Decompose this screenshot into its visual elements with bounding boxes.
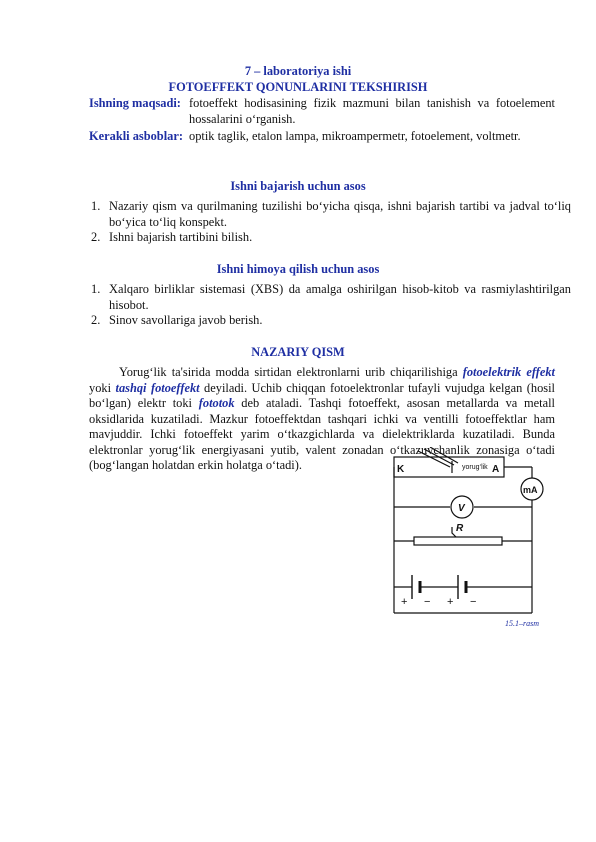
voltmeter-label: V: [458, 503, 465, 514]
goal-text: fotoeffekt hodisasining fizik mazmuni bilan tanishish va fotoelement hossalarini o‘rganish.: [189, 96, 555, 126]
list-item: 2. Ishni bajarish tartibini bilish.: [91, 230, 253, 244]
light-ray-1: [418, 451, 450, 467]
goal-label: Ishning maqsadi:: [89, 96, 181, 110]
equipment-label: Kerakli asboblar:: [89, 129, 183, 143]
battery2-plus: +: [447, 596, 454, 608]
lab-number-title: 7 – laboratoriya ishi: [244, 64, 352, 78]
list-item: 1. Xalqaro birliklar sistemasi (XBS) da amalga oshirilgan hisob-kitob va rasmiylashtirilgan hisobot.: [91, 282, 571, 312]
list-item: 1. Nazariy qism va qurilmaning tuzilishi bo‘yicha qisqa, ishni bajarish tartibi va jadval to‘liq bo‘yica to‘liq konspekt.: [91, 199, 571, 229]
light-label: yorug‘lik: [462, 464, 488, 471]
equipment-block: [89, 129, 555, 145]
defense-list: [89, 282, 571, 329]
battery1-minus: −: [424, 596, 431, 608]
resistor-body: [414, 537, 502, 545]
basis-heading: Ishni bajarish uchun asos: [230, 179, 366, 193]
resistor-label: R: [456, 523, 464, 534]
goal-block: [89, 96, 555, 127]
theory-paragraph-1-top: Yorug‘lik ta'sirida modda sirtidan elektronlarni urib chiqarilishiga fotoelektrik effekt yoki tashqi fotoeffekt deyiladi. Uchib chiqqan fotoelektronlar tufayli vujudga kelgan (hosil bo‘lgan) elektr toki fototok deb ataladi. Tashqi fotoeffekt, asosan metallarda va metall oksidlarida kuzatiladi. Mazkur fotoeffektdan tashqari ichki va ventilli fotoeffektlar ham mavjuddir. Ichki fotoeffekt yarim o‘tkazgichlarda va dielektriklarda kuzatiladi. Bunda elektronlar yorug‘lik energiyasani yutib, valent zonadan o‘tkazuvchanlik zonasiga o‘tadi (bog‘langan holatdan erkin holatga o‘tadi).: [89, 365, 556, 472]
ammeter-label: mA: [523, 485, 538, 495]
list-item: 2. Sinov savollariga javob berish.: [91, 313, 263, 327]
cathode-label: K: [397, 464, 405, 475]
battery2-minus: −: [470, 596, 477, 608]
photoeffect-circuit-diagram: [392, 447, 556, 629]
battery1-plus: +: [401, 596, 408, 608]
theory-heading: NAZARIY QISM: [251, 345, 345, 359]
anode-label: A: [492, 464, 500, 475]
lab-main-title: FOTOEFFEKT QONUNLARINI TEKSHIRISH: [168, 80, 428, 94]
basis-list: [89, 199, 571, 246]
figure-caption: 15.1–rasm: [505, 619, 540, 628]
defense-heading: Ishni himoya qilish uchun asos: [216, 262, 380, 276]
equipment-text: optik taglik, etalon lampa, mikroampermetr, fotoelement, voltmetr.: [189, 129, 521, 143]
